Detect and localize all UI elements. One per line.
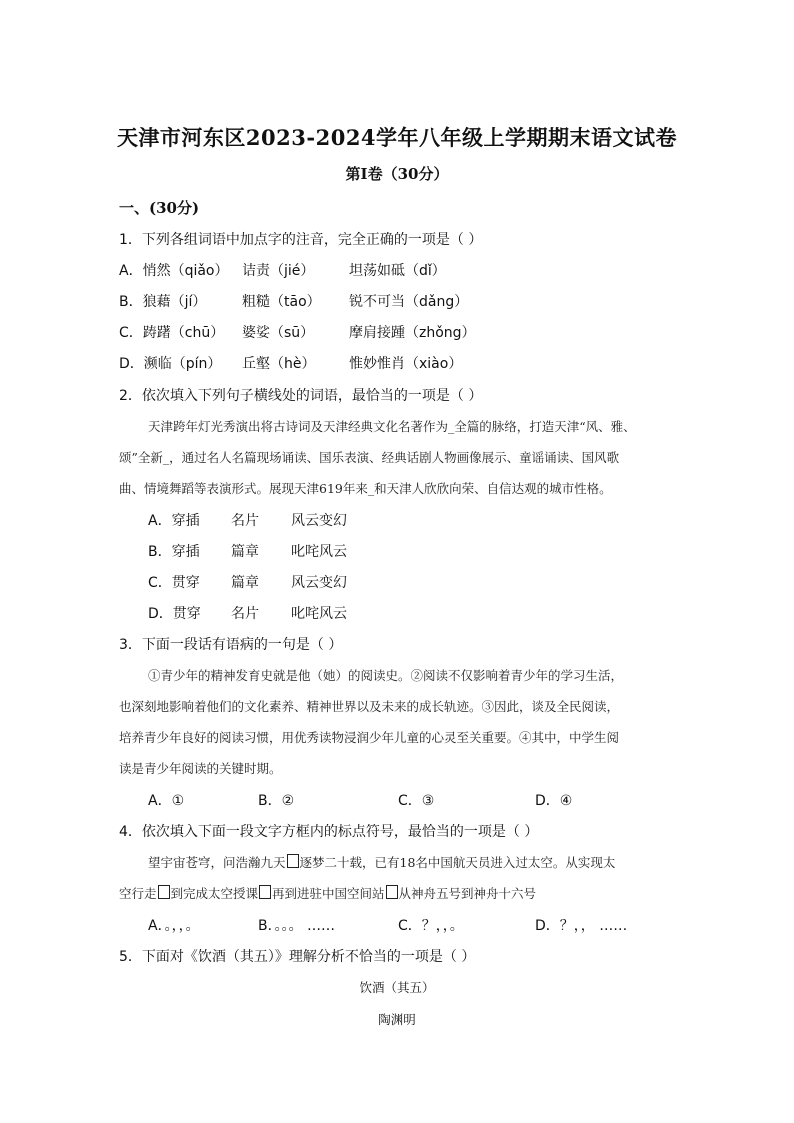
- q3-passage-line-2: 也深刻地影响着他们的文化素养、精神世界以及未来的成长轨迹。③因此，谈及全民阅读，: [119, 699, 620, 714]
- q4-option-a: A．。，，。: [148, 918, 200, 934]
- poem-title: 饮酒（其五）: [359, 980, 435, 995]
- q2-option-b-1: B．穿插: [148, 544, 200, 560]
- q1-option-b-1: B．狼藉（jí）: [119, 294, 207, 310]
- q3-passage-line-4: 读是青少年阅读的关键时期。: [119, 761, 282, 776]
- question-1-stem: 1．下列各组词语中加点字的注音，完全正确的一项是（ ）: [119, 232, 483, 248]
- q1-option-c-1: C．踌躇（chū）: [119, 325, 225, 341]
- poem-author: 陶渊明: [378, 1012, 416, 1027]
- q3-passage-line-1: ①青少年的精神发育史就是他（她）的阅读史。②阅读不仅影响着青少年的学习生活，: [148, 668, 624, 683]
- q4-option-d: D．？，， ……: [535, 918, 628, 934]
- blank-box: [259, 885, 271, 899]
- question-3-stem: 3．下面一段话有语病的一句是（ ）: [119, 637, 343, 653]
- blank-box: [158, 885, 170, 899]
- question-4-stem: 4．依次填入下面一段文字方框内的标点符号，最恰当的一项是（ ）: [119, 824, 539, 840]
- q1-option-c-3: 摩肩接踵（zhǒng）: [349, 325, 476, 341]
- q4-text-2d: 从神舟五号到神舟十六号: [398, 886, 537, 901]
- q4-text-2b: 到完成太空授课: [170, 886, 259, 901]
- q2-passage-line-2: 颂”全新_，通过名人名篇现场诵读、国乐表演、经典话剧人物画像展示、童谣诵读、国风歌: [119, 450, 620, 465]
- q1-option-a-3: 坦荡如砥（dǐ）: [349, 263, 446, 279]
- q4-text-1b: 逐梦二十载，已有18名中国航天员进入过太空。从实现太: [299, 855, 616, 870]
- q2-option-a-3: 风云变幻: [291, 513, 347, 529]
- section-heading: 一、(30分): [119, 199, 200, 217]
- q3-option-d: D．④: [535, 793, 573, 809]
- q2-option-d-3: 叱咤风云: [291, 606, 347, 622]
- q1-option-b-2: 粗糙（tāo）: [242, 294, 321, 310]
- q1-option-d-3: 惟妙惟肖（xiào）: [349, 356, 463, 372]
- q2-passage-line-3: 曲、情境舞蹈等表演形式。展现天津619年来_和天津人欣欣向荣、自信达观的城市性格。: [119, 481, 612, 496]
- q2-option-c-3: 风云变幻: [291, 575, 347, 591]
- q2-option-a-1: A．穿插: [148, 513, 200, 529]
- q4-option-b: B．。。。 ……: [258, 918, 336, 934]
- q2-option-b-2: 篇章: [231, 544, 259, 560]
- q2-option-d-1: D．贯穿: [148, 606, 201, 622]
- q2-option-a-2: 名片: [231, 513, 259, 529]
- blank-box: [287, 854, 299, 868]
- q1-option-d-2: 丘壑（hè）: [242, 356, 316, 372]
- q1-option-b-3: 锐不可当（dǎng）: [349, 294, 469, 310]
- q1-option-a-2: 诘责（jié）: [242, 263, 315, 279]
- q3-option-a: A．①: [148, 793, 185, 809]
- q4-text-1a: 望宇宙苍穹，问浩瀚九天: [148, 855, 286, 870]
- q3-option-b: B．②: [258, 793, 295, 809]
- q2-passage-line-1: 天津跨年灯光秀演出将古诗词及天津经典文化名著作为_全篇的脉络，打造天津“风、雅、: [148, 419, 636, 434]
- q4-option-c: C．？，，。: [398, 918, 464, 934]
- question-5-stem: 5．下面对《饮酒（其五）》理解分析不恰当的一项是（ ）: [119, 949, 476, 965]
- exam-title: 天津市河东区2023-2024学年八年级上学期期末语文试卷: [116, 125, 678, 150]
- q3-option-c: C．③: [398, 793, 435, 809]
- q2-option-b-3: 叱咤风云: [291, 544, 347, 560]
- q3-passage-line-3: 培养青少年良好的阅读习惯，用优秀读物浸润少年儿童的心灵至关重要。④其中，中学生阅: [119, 730, 620, 745]
- q2-option-c-1: C．贯穿: [148, 575, 200, 591]
- q1-option-d-1: D．濒临（pín）: [119, 356, 222, 372]
- blank-box: [386, 885, 398, 899]
- exam-subtitle: 第Ⅰ卷（30分）: [345, 165, 449, 183]
- q1-option-c-2: 婆娑（sū）: [242, 325, 315, 341]
- question-2-stem: 2．依次填入下列句子横线处的词语，最恰当的一项是（ ）: [119, 388, 483, 404]
- q4-text-2c: 再到进驻中国空间站: [272, 886, 385, 901]
- q2-option-d-2: 名片: [231, 606, 259, 622]
- q4-passage-line-1: [148, 853, 615, 871]
- q2-option-c-2: 篇章: [231, 575, 259, 591]
- q4-text-2a: 空行走: [119, 886, 157, 901]
- q1-option-a-1: A．悄然（qiǎo）: [119, 263, 229, 279]
- q4-passage-line-2: [119, 884, 536, 902]
